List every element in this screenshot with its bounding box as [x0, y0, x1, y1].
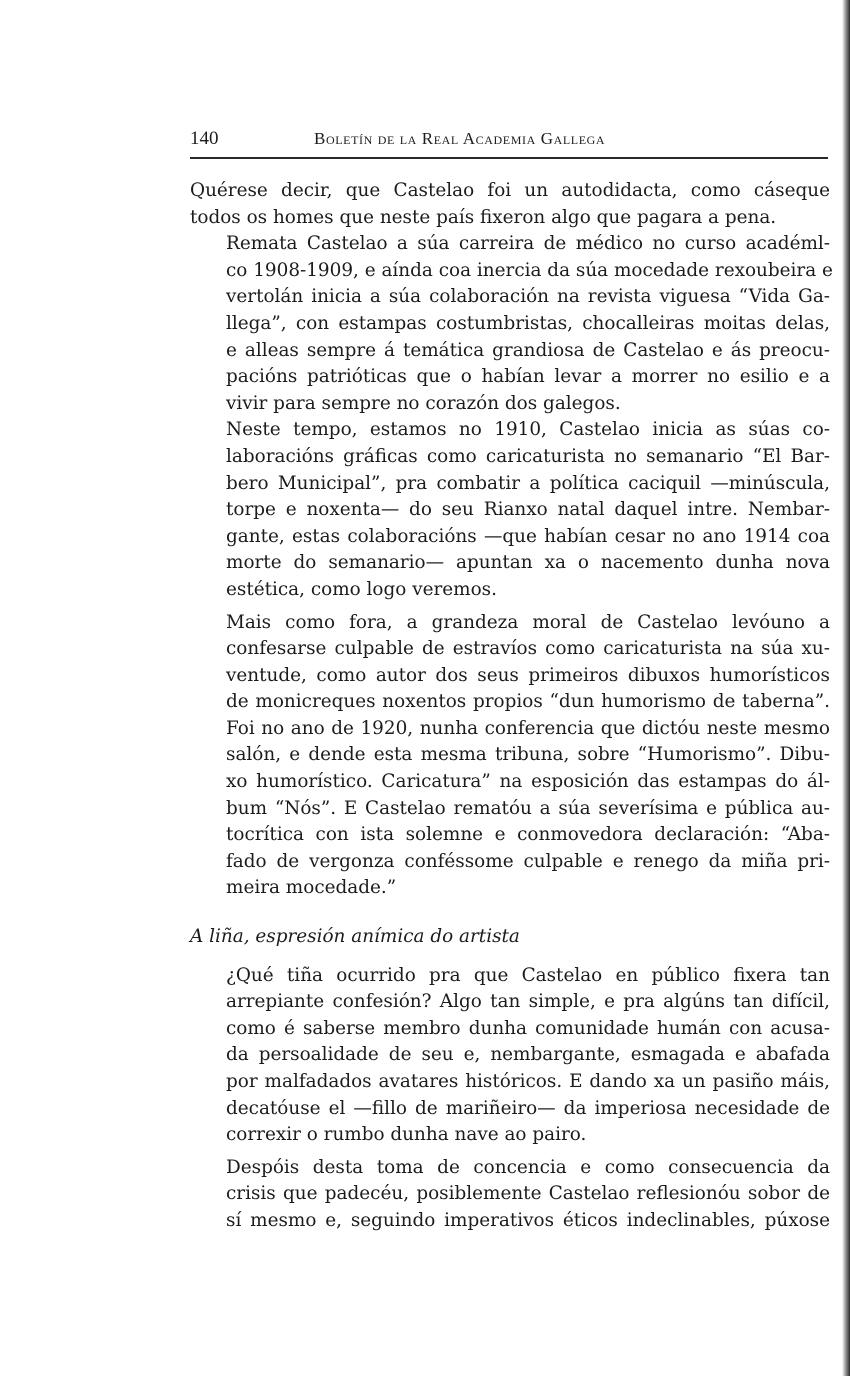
text-line: como é saberse membro dunha comunidade humán con acusa- [226, 1017, 830, 1039]
text-line: salón, e dende esta mesma tribuna, sobre “Humorismo”. Dibu- [226, 744, 830, 766]
text-line: Despóis desta toma de concencia e como consecuencia da [226, 1156, 830, 1178]
text-line: decatóuse el —fillo de mariñeiro— da imperiosa necesidade de [226, 1097, 830, 1119]
text-line: e alleas sempre á temática grandiosa de Castelao e ás preocu- [226, 339, 830, 361]
text-line: estética, como logo veremos. [226, 578, 497, 600]
body-text [190, 178, 833, 1235]
text-line: por malfadados avatares históricos. E dando xa un pasiño máis, [226, 1071, 830, 1092]
text-line: laboracións gráficas como caricaturista no semanario “El Bar- [226, 445, 830, 467]
text-line: bum “Nós”. E Castelao rematóu a súa severísima e pública au- [226, 797, 830, 819]
text-line: xo humorístico. Caricatura” na esposición das estampas do ál- [226, 771, 830, 793]
text-line: Mais como fora, a grandeza moral de Castelao levóuno a [226, 611, 830, 633]
text-line: bero Municipal”, pra combatir a política caciquil —minúscula, [226, 472, 830, 494]
text-line: correxir o rumbo dunha nave ao pairo. [226, 1124, 587, 1146]
paragraph-3 [190, 417, 830, 603]
text-line: vivir para sempre no corazón dos galegos. [226, 392, 621, 414]
paragraph-1 [190, 178, 830, 231]
paragraph-4 [190, 610, 830, 903]
text-line: ventude, como autor dos seus primeiros dibuxos humorísticos [226, 664, 830, 686]
running-title: Boletín de la Real Academia Gallega [314, 129, 606, 148]
text-line: meira mocedade.” [226, 877, 397, 899]
page-number: 140 [190, 128, 219, 149]
paragraph-2 [190, 231, 833, 417]
text-line: todos os homes que neste país fixeron algo que pagara a pena. [190, 206, 777, 228]
text-line: gante, estas colaboracións —que habían cesar no ano 1914 coa [226, 525, 830, 547]
text-line: Quérese decir, que Castelao foi un autodidacta, como cáseque [190, 180, 830, 201]
text-line: Remata Castelao a súa carreira de médico no curso académl- [226, 233, 830, 255]
text-line: crisis que padecéu, posiblemente Castelao reflesionóu sobor de [226, 1183, 830, 1205]
page-edge-shadow [842, 0, 850, 1376]
text-line: confesarse culpable de estravíos como caricaturista na súa xu- [226, 638, 830, 660]
text-line: de monicreques noxentos propios “dun humorismo de taberna”. [226, 691, 830, 713]
text-line: arrepiante confesión? Algo tan simple, e pra algúns tan difícil, [226, 991, 830, 1013]
page-header [190, 128, 826, 154]
text-line: da persoalidade de seu e, nembargante, esmagada e abafada [226, 1044, 830, 1066]
section-title: A liña, espresión anímica do artista [190, 926, 520, 948]
paragraph-6 [190, 1155, 830, 1235]
text-line: pacións patrióticas que o habían levar a morrer no esilio e a [226, 366, 830, 388]
paragraph-5 [190, 963, 830, 1149]
text-line: fado de vergonza conféssome culpable e renego da miña pri- [226, 850, 830, 872]
text-line: ¿Qué tiña ocurrido pra que Castelao en público fixera tan [226, 964, 830, 986]
text-line: vertolán inicia a súa colaboración na revista viguesa “Vida Ga- [226, 286, 830, 308]
text-line: torpe e noxenta— do seu Rianxo natal daquel intre. Nembar- [226, 499, 830, 521]
text-line: co 1908-1909, e aínda coa inercia da súa mocedade rexoubeira e [226, 259, 833, 281]
header-rule [190, 157, 828, 159]
text-line: morte do semanario— apuntan xa o nacemento dunha nova [226, 552, 830, 574]
text-line: Foi no ano de 1920, nunha conferencia que dictóu neste mesmo [226, 717, 830, 739]
text-line: llega”, con estampas costumbristas, chocalleiras moitas delas, [226, 312, 830, 334]
text-line: Neste tempo, estamos no 1910, Castelao inicia as súas co- [226, 419, 830, 441]
text-line: tocrítica con ista solemne e conmovedora declaración: “Aba- [226, 824, 830, 846]
text-line: sí mesmo e, seguindo imperativos éticos indeclinables, púxose [226, 1209, 830, 1231]
